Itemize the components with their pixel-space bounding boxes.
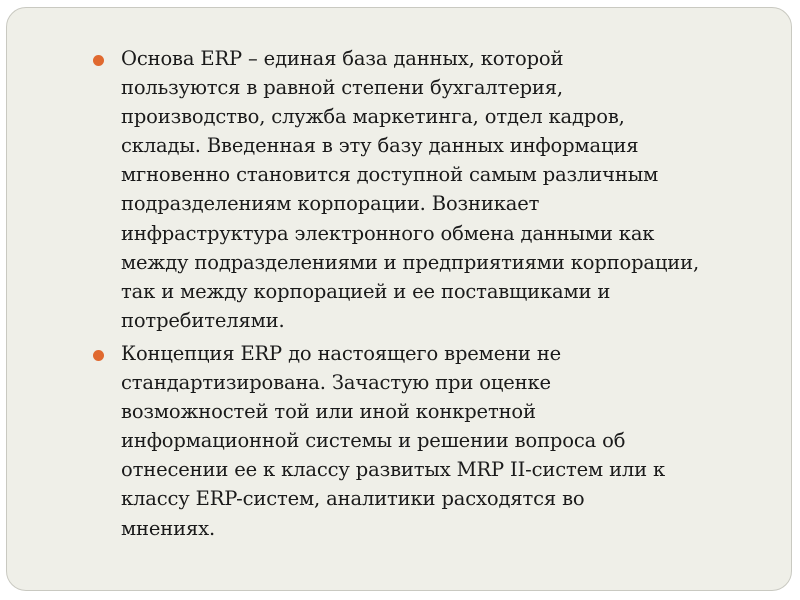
text-line: между подразделениями и предприятиями корпорации, [121, 250, 700, 274]
text-line: информационной системы и решении вопроса об [121, 429, 626, 453]
text-line: мнениях. [121, 516, 215, 540]
bullet-item-erp-database [91, 44, 771, 335]
text-line: возможностей той или иной конкретной [121, 400, 536, 424]
slide-content [91, 44, 771, 547]
text-line: Концепция ERP до настоящего времени не [121, 341, 562, 365]
text-line: пользуются в равной степени бухгалтерия, [121, 76, 563, 100]
text-line: так и между корпорацией и ее поставщиками и [121, 279, 611, 303]
text-line: инфраструктура электронного обмена данными как [121, 221, 655, 245]
slide-frame [6, 7, 792, 591]
text-line: мгновенно становится доступной самым различным [121, 163, 659, 187]
text-line: классу ERP-систем, аналитики расходятся во [121, 487, 585, 511]
text-line: подразделениям корпорации. Возникает [121, 192, 540, 216]
bullet-item-erp-concept [91, 339, 771, 543]
text-line: Основа ERP – единая база данных, которой [121, 47, 564, 70]
text-line: стандартизирована. Зачастую при оценке [121, 371, 551, 395]
bullet-dot-icon [93, 350, 104, 361]
text-line: склады. Введенная в эту базу данных информация [121, 134, 639, 158]
text-line: потребителями. [121, 308, 285, 332]
text-line: отнесении ее к классу развитых MRP II-систем или к [121, 458, 666, 482]
text-line: производство, служба маркетинга, отдел кадров, [121, 105, 625, 129]
bullet-dot-icon [93, 55, 104, 66]
